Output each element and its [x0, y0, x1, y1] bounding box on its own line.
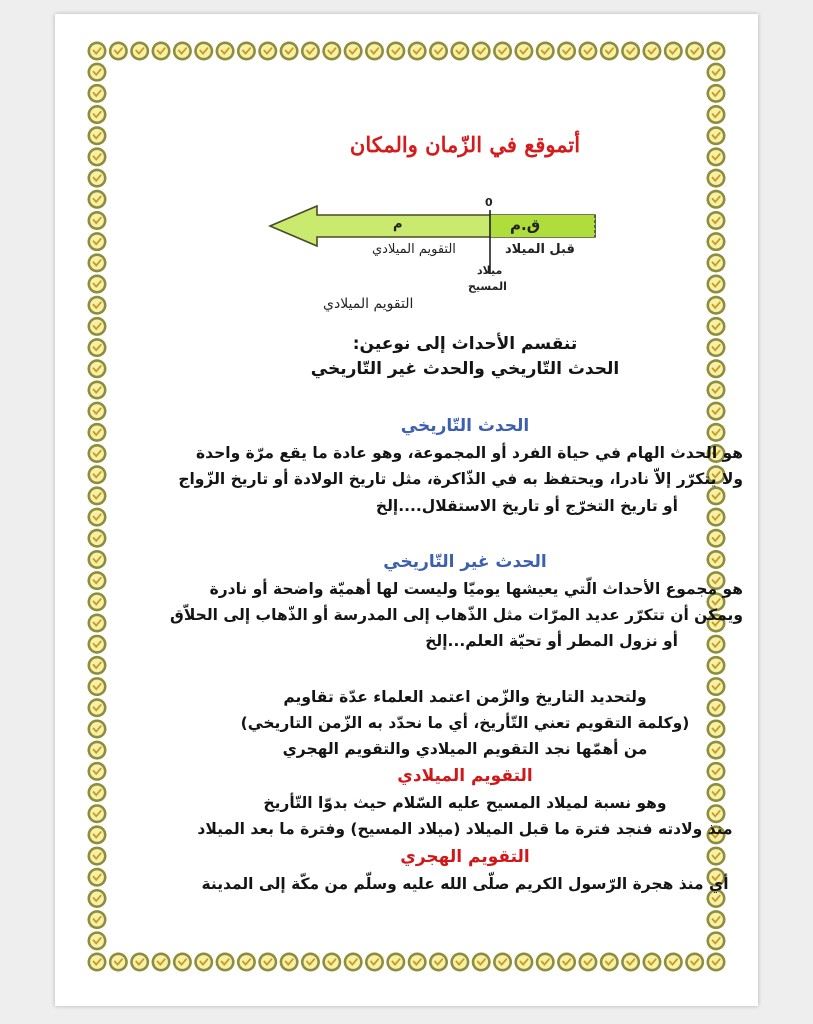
- page-content: [165, 114, 765, 934]
- calendars-line-1: ولتحديد التاريخ والزّمن اعتمد العلماء عدّة تقاويم: [283, 688, 647, 706]
- timeline-ad-abbrev: م: [393, 217, 403, 232]
- border-ring-icon: [109, 953, 128, 972]
- timeline-bc-label: قبل الميلاد: [505, 242, 575, 257]
- border-ring-icon: [88, 677, 107, 696]
- border-ring-icon: [88, 147, 107, 166]
- border-ring-icon: [707, 931, 726, 950]
- border-ring-icon: [88, 42, 107, 61]
- border-ring-icon: [130, 42, 149, 61]
- border-ring-icon: [88, 847, 107, 866]
- border-ring-icon: [88, 656, 107, 675]
- border-ring-icon: [493, 953, 512, 972]
- border-ring-icon: [109, 42, 128, 61]
- timeline-bc-abbrev: ق.م: [510, 216, 541, 234]
- border-ring-icon: [301, 953, 320, 972]
- border-ring-icon: [88, 868, 107, 887]
- border-ring-icon: [88, 169, 107, 188]
- border-ring-icon: [88, 698, 107, 717]
- border-ring-icon: [88, 359, 107, 378]
- border-ring-icon: [365, 953, 384, 972]
- gregorian-line-2: منذ ولادته فنجد فترة ما قبل الميلاد (ميلاد المسيح) وفترة ما بعد الميلاد: [197, 820, 733, 838]
- border-ring-icon: [536, 42, 555, 61]
- border-ring-icon: [600, 953, 619, 972]
- border-ring-icon: [88, 275, 107, 294]
- border-ring-icon: [557, 953, 576, 972]
- page-title: أتموقع في الزّمان والمكان: [349, 132, 581, 157]
- border-ring-icon: [88, 635, 107, 654]
- border-ring-icon: [322, 42, 341, 61]
- border-ring-icon: [88, 296, 107, 315]
- timeline-birth-line1: ميلاد: [477, 264, 503, 277]
- border-ring-icon: [194, 953, 213, 972]
- timeline-ad-label: التقويم الميلادي: [372, 242, 456, 257]
- border-ring-icon: [88, 550, 107, 569]
- calendars-line-3: من أهمّها نجد التقويم الميلادي والتقويم الهجري: [282, 740, 648, 758]
- border-ring-icon: [88, 402, 107, 421]
- border-ring-icon: [88, 804, 107, 823]
- border-ring-icon: [707, 42, 726, 61]
- timeline-caption: التقويم الميلادي: [323, 296, 414, 312]
- intro-line-2: الحدث التّاريخي والحدث غير التّاريخي: [310, 359, 620, 379]
- border-ring-icon: [621, 953, 640, 972]
- border-ring-icon: [173, 42, 192, 61]
- border-ring-icon: [88, 614, 107, 633]
- border-ring-icon: [344, 42, 363, 61]
- timeline-zero-label: 0: [485, 196, 493, 209]
- border-ring-icon: [88, 889, 107, 908]
- border-ring-icon: [514, 953, 533, 972]
- border-ring-icon: [216, 42, 235, 61]
- border-ring-icon: [130, 953, 149, 972]
- border-ring-icon: [88, 423, 107, 442]
- border-ring-icon: [557, 42, 576, 61]
- border-ring-icon: [258, 953, 277, 972]
- border-ring-icon: [88, 529, 107, 548]
- border-ring-icon: [707, 953, 726, 972]
- border-ring-icon: [88, 741, 107, 760]
- border-ring-icon: [237, 953, 256, 972]
- border-ring-icon: [536, 953, 555, 972]
- non-historical-line-2: ويمكن أن تتكرّر عديد المرّات مثل الذّهاب إلى المدرسة أو الذّهاب إلى الحلاّق: [170, 606, 743, 624]
- border-ring-icon: [664, 953, 683, 972]
- border-ring-icon: [88, 508, 107, 527]
- historical-heading: الحدث التّاريخي: [400, 416, 530, 436]
- border-ring-icon: [344, 953, 363, 972]
- border-ring-icon: [301, 42, 320, 61]
- non-historical-heading: الحدث غير التّاريخي: [383, 552, 547, 572]
- border-ring-icon: [322, 953, 341, 972]
- border-ring-icon: [88, 317, 107, 336]
- gregorian-heading: التقويم الميلادي: [397, 766, 533, 786]
- timeline-diagram: [165, 114, 765, 334]
- border-ring-icon: [88, 190, 107, 209]
- border-ring-icon: [472, 42, 491, 61]
- border-ring-icon: [88, 105, 107, 124]
- border-ring-icon: [88, 465, 107, 484]
- hijri-heading: التقويم الهجري: [400, 847, 530, 867]
- border-ring-icon: [152, 953, 171, 972]
- non-historical-line-3: أو نزول المطر أو تحيّة العلم...إلخ: [425, 632, 678, 650]
- border-ring-icon: [642, 953, 661, 972]
- border-ring-icon: [408, 953, 427, 972]
- border-ring-icon: [88, 486, 107, 505]
- border-ring-icon: [237, 42, 256, 61]
- border-ring-icon: [152, 42, 171, 61]
- border-ring-icon: [88, 126, 107, 145]
- border-ring-icon: [88, 84, 107, 103]
- border-ring-icon: [88, 63, 107, 82]
- border-ring-icon: [88, 910, 107, 929]
- border-ring-icon: [386, 953, 405, 972]
- border-ring-icon: [621, 42, 640, 61]
- non-historical-line-1: هو مجموع الأحداث الّتي يعيشها يوميّا وليست لها أهميّة واضحة أو نادرة: [209, 580, 743, 598]
- border-ring-icon: [88, 444, 107, 463]
- border-ring-icon: [194, 42, 213, 61]
- border-ring-icon: [88, 232, 107, 251]
- border-ring-icon: [88, 211, 107, 230]
- border-ring-icon: [707, 63, 726, 82]
- border-ring-icon: [88, 338, 107, 357]
- border-ring-icon: [365, 42, 384, 61]
- border-ring-icon: [707, 84, 726, 103]
- border-ring-icon: [429, 953, 448, 972]
- border-ring-icon: [429, 42, 448, 61]
- timeline-birth-line2: المسيح: [468, 280, 507, 293]
- border-ring-icon: [88, 953, 107, 972]
- border-ring-icon: [408, 42, 427, 61]
- border-ring-icon: [88, 783, 107, 802]
- border-ring-icon: [578, 953, 597, 972]
- border-ring-icon: [258, 42, 277, 61]
- historical-line-3: أو تاريخ التخرّج أو تاريخ الاستقلال....إلخ: [375, 497, 678, 515]
- border-ring-icon: [642, 42, 661, 61]
- border-ring-icon: [88, 592, 107, 611]
- border-ring-icon: [493, 42, 512, 61]
- border-ring-icon: [450, 953, 469, 972]
- border-ring-icon: [88, 931, 107, 950]
- timeline-bc-segment: [490, 215, 595, 237]
- gregorian-line-1: وهو نسبة لميلاد المسيح عليه السّلام حيث بدوّا التّأريخ: [263, 794, 667, 812]
- border-ring-icon: [280, 953, 299, 972]
- border-ring-icon: [685, 42, 704, 61]
- border-ring-icon: [685, 953, 704, 972]
- border-ring-icon: [216, 953, 235, 972]
- border-ring-icon: [88, 571, 107, 590]
- border-ring-icon: [514, 42, 533, 61]
- border-ring-icon: [88, 762, 107, 781]
- border-ring-icon: [386, 42, 405, 61]
- border-ring-icon: [600, 42, 619, 61]
- document-page: [55, 14, 758, 1006]
- historical-line-2: ولا يتكرّر إلاّ نادرا، ويحتفظ به في الذّاكرة، مثل تاريخ الولادة أو تاريخ الزّواج: [178, 470, 743, 488]
- border-ring-icon: [88, 825, 107, 844]
- hijri-line-1: أي منذ هجرة الرّسول الكريم صلّى الله عليه وسلّم من مكّة إلى المدينة: [201, 875, 729, 893]
- calendars-line-2: (وكلمة التقويم تعني التّأريخ، أي ما نحدّد به الزّمن التاريخي): [240, 714, 690, 732]
- border-ring-icon: [472, 953, 491, 972]
- border-ring-icon: [173, 953, 192, 972]
- border-ring-icon: [450, 42, 469, 61]
- border-ring-icon: [664, 42, 683, 61]
- intro-line-1: تنقسم الأحداث إلى نوعين:: [352, 334, 578, 354]
- border-ring-icon: [280, 42, 299, 61]
- border-ring-icon: [88, 253, 107, 272]
- border-ring-icon: [88, 719, 107, 738]
- historical-line-1: هو الحدث الهام في حياة الفرد أو المجموعة، وهو عادة ما يقع مرّة واحدة: [195, 444, 743, 462]
- border-ring-icon: [578, 42, 597, 61]
- border-ring-icon: [88, 380, 107, 399]
